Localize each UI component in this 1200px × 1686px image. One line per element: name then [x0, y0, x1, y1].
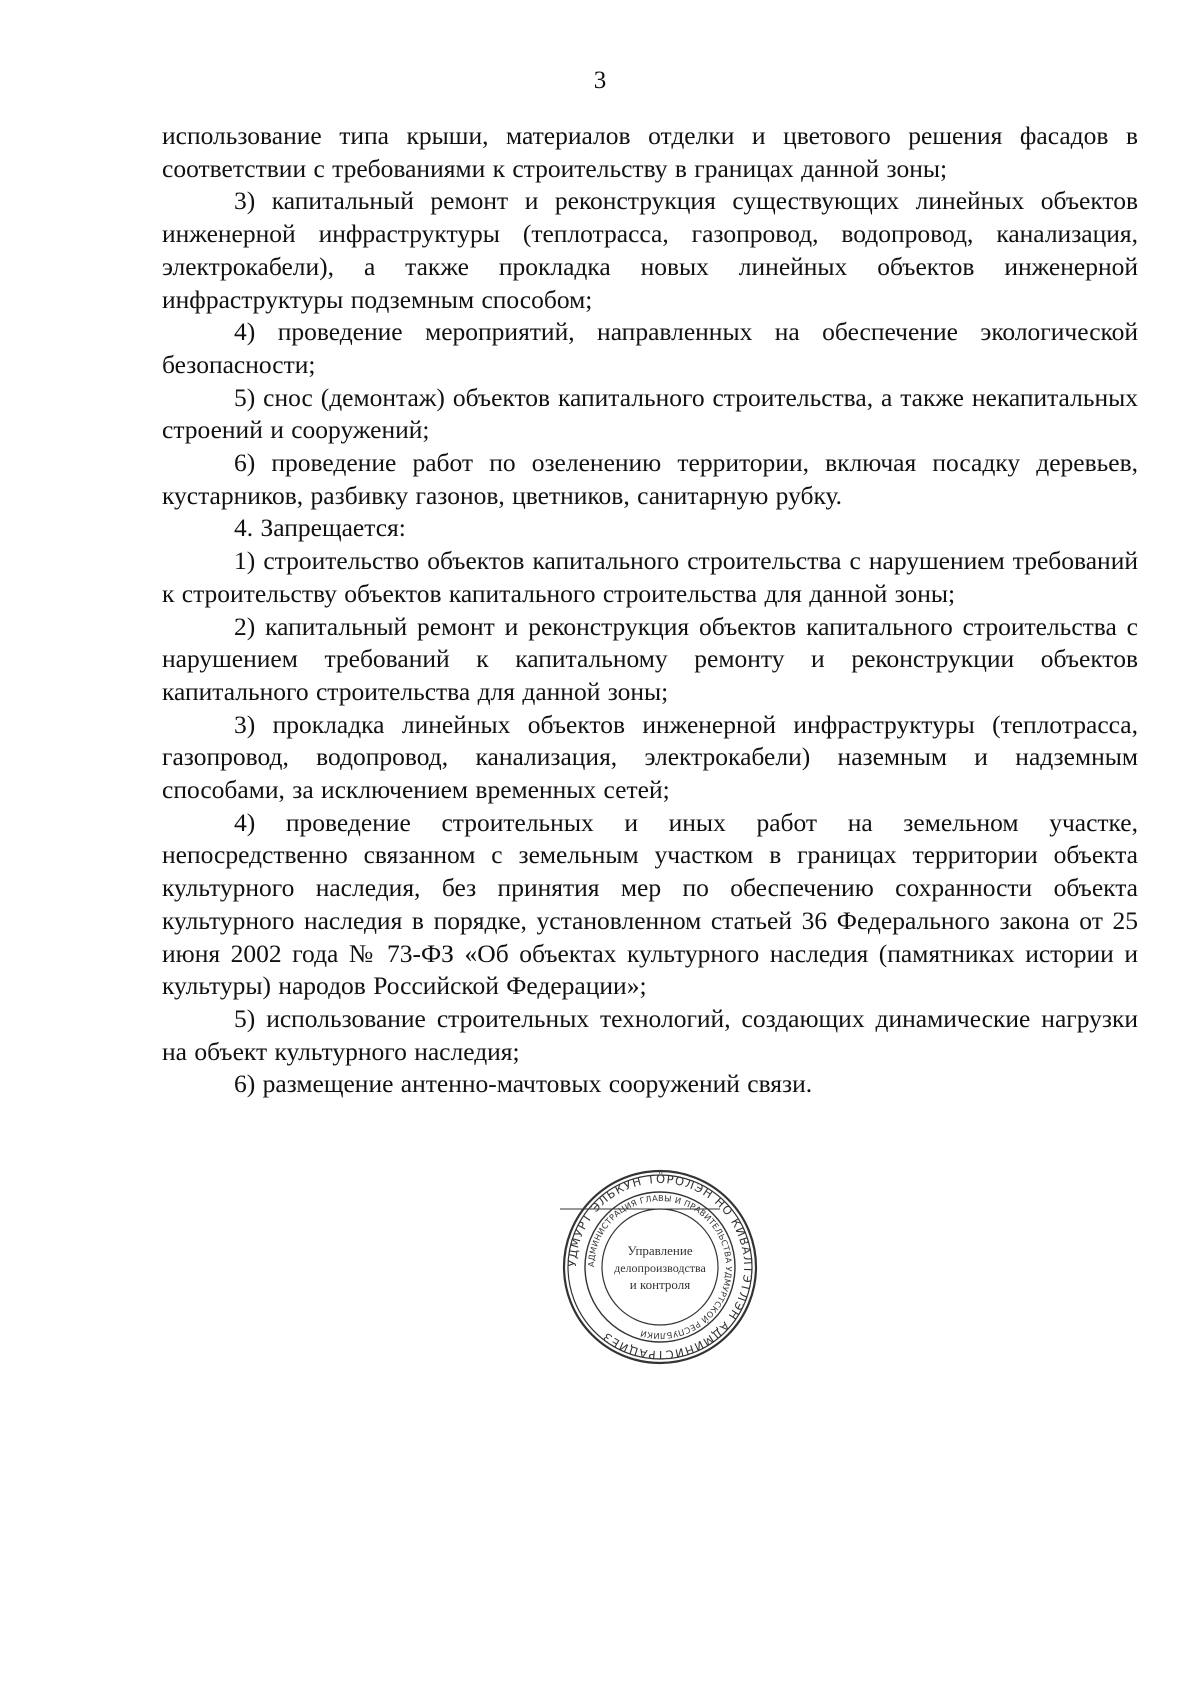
page-number: 3: [593, 67, 607, 94]
paragraph-2: 4) проведение мероприятий, направленных на обеспечение экологической безопасности;: [162, 317, 1138, 379]
document-body: [162, 120, 1138, 1101]
stamp-outer-text: УДМУРТ ЭЛЬКУН ТӦРОЛЭН НО КИВАЛТЭТЛЭН АДМИНИСТРАЦИЕЗ: [564, 1171, 756, 1363]
paragraph-5: 4. Запрещается:: [234, 513, 406, 543]
paragraph-3: 5) снос (демонтаж) объектов капитального строительства, а также некапитальных строений и сооружений;: [162, 382, 1138, 445]
paragraph-6: 1) строительство объектов капитального строительства с нарушением требований к строительству объектов капитального строительства для данной зоны;: [162, 546, 1138, 608]
paragraph-8: 3) прокладка линейных объектов инженерной инфраструктуры (теплотрасса, газопровод, водопровод, канализация, электрокабели) наземным и надземным способами, за исключением временных сетей;: [162, 709, 1138, 805]
paragraph-7: 2) капитальный ремонт и реконструкция объектов капитального строительства с нарушением требований к капитальному ремонту и реконструкции объектов капитального строительства для данной зоны;: [162, 611, 1138, 706]
stamp-center-line-2: делопроизводства: [614, 1261, 706, 1275]
paragraph-0: использование типа крыши, материалов отделки и цветового решения фасадов в соответствии с требованиями к строительству в границах данной зоны;: [162, 121, 1138, 183]
paragraph-1: 3) капитальный ремонт и реконструкция существующих линейных объектов инженерной инфраструктуры (теплотрасса, газопровод, водопровод, канализация, электрокабели), а также прокладка новых линейных объектов инженерной инфраструктуры подземным способом;: [162, 186, 1138, 314]
stamp-seal-icon: [560, 1167, 760, 1367]
paragraph-11: 6) размещение антенно-мачтовых сооружений связи.: [234, 1069, 813, 1099]
stamp-center-line-3: и контроля: [629, 1277, 691, 1292]
stamp-center-line-1: Управление: [627, 1243, 693, 1258]
paragraph-4: 6) проведение работ по озеленению территории, включая посадку деревьев, кустарников, разбивку газонов, цветников, санитарную рубку.: [162, 448, 1138, 510]
stamp-inner-text: АДМИНИСТРАЦИЯ ГЛАВЫ И ПРАВИТЕЛЬСТВА УДМУРТСКОЙ РЕСПУБЛИКИ: [585, 1192, 735, 1342]
paragraph-9: 4) проведение строительных и иных работ на земельном участке, непосредственно связанном с земельным участком в границах территории объекта культурного наследия, без принятия мер по обеспечению сохранности объекта культурного наследия в порядке, установленном статьей 36 Федерального закона от 25 июня 2002 года № 73-ФЗ «Об объектах культурного наследия (памятниках истории и культуры) народов Российской Федерации»;: [162, 807, 1138, 1001]
paragraph-10: 5) использование строительных технологий, создающих динамические нагрузки на объект культурного наследия;: [162, 1003, 1138, 1066]
official-stamp: [560, 1167, 760, 1367]
